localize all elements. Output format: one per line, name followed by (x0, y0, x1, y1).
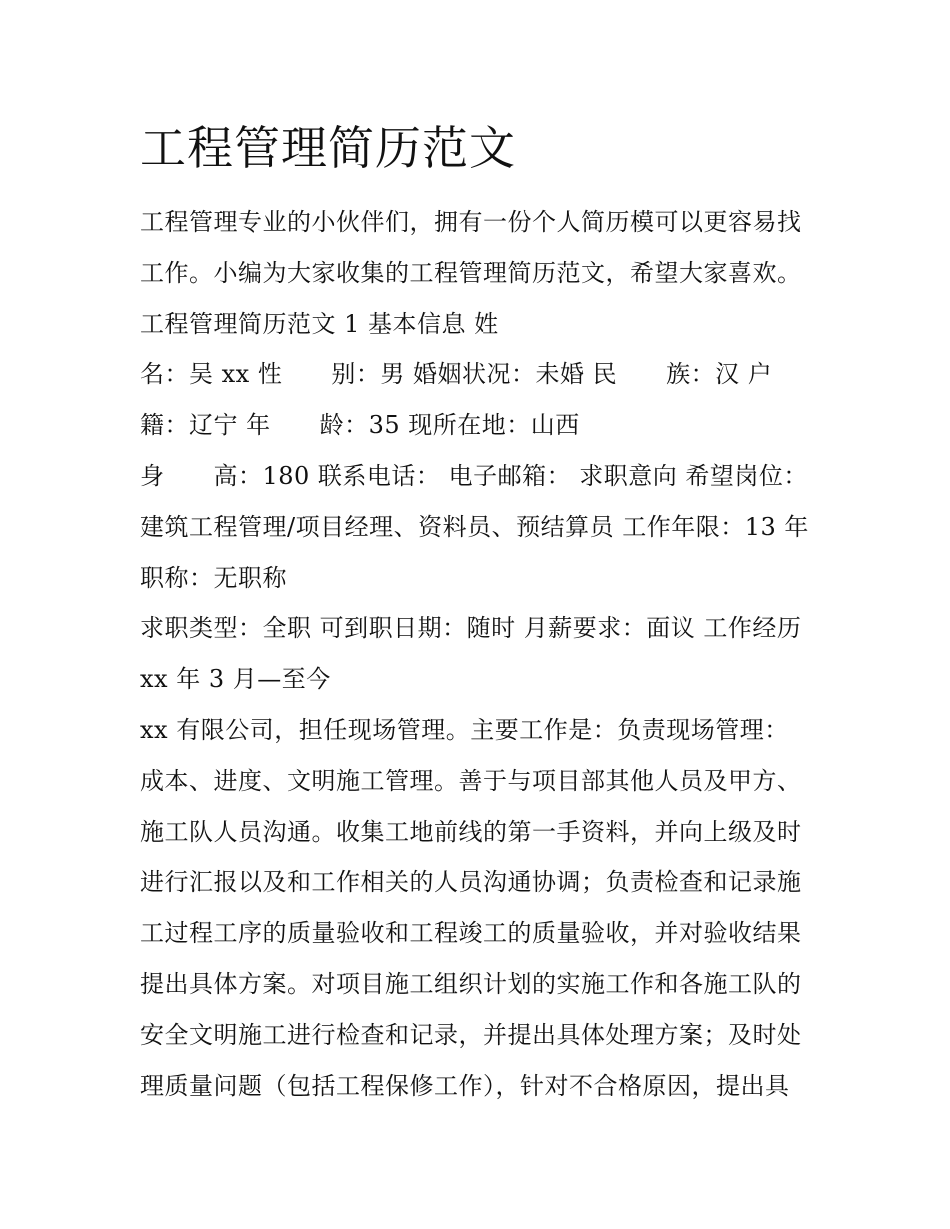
body-line: 身 高：180 联系电话： 电子邮箱： 求职意向 希望岗位： (140, 461, 808, 490)
document-body (140, 197, 820, 1111)
body-line: xx 年 3 月—至今 (140, 665, 331, 694)
body-line: 工过程工序的质量验收和工程竣工的质量验收，并对验收结果 (140, 919, 802, 948)
body-line: 工作。小编为大家收集的工程管理简历范文，希望大家喜欢。 (140, 258, 802, 287)
body-line: 籍：辽宁 年 龄：35 现所在地：山西 (140, 411, 580, 440)
body-line: 职称：无职称 (140, 563, 287, 592)
body-line: 建筑工程管理/项目经理、资料员、预结算员 工作年限：13 年 (140, 512, 809, 541)
body-line: 工程管理专业的小伙伴们，拥有一份个人简历模可以更容易找 (140, 208, 802, 236)
body-line: 施工队人员沟通。收集工地前线的第一手资料，并向上级及时 (140, 817, 802, 846)
body-line: 理质量问题（包括工程保修工作），针对不合格原因，提出具 (140, 1071, 790, 1100)
body-line: 安全文明施工进行检查和记录，并提出具体处理方案；及时处 (140, 1020, 802, 1049)
document-title: 工程管理简历范文 (140, 121, 516, 175)
body-line: 进行汇报以及和工作相关的人员沟通协调；负责检查和记录施 (140, 868, 802, 897)
body-line: 求职类型：全职 可到职日期：随时 月薪要求：面议 工作经历 (140, 614, 802, 643)
body-line: 成本、进度、文明施工管理。善于与项目部其他人员及甲方、 (140, 766, 802, 795)
body-line: 名：吴 xx 性 别：男 婚姻状况：未婚 民 族：汉 户 (140, 360, 773, 389)
body-line: 提出具体方案。对项目施工组织计划的实施工作和各施工队的 (140, 969, 802, 998)
body-line: 工程管理简历范文 1 基本信息 姓 (140, 309, 499, 338)
body-line: xx 有限公司，担任现场管理。主要工作是：负责现场管理： (140, 715, 789, 744)
